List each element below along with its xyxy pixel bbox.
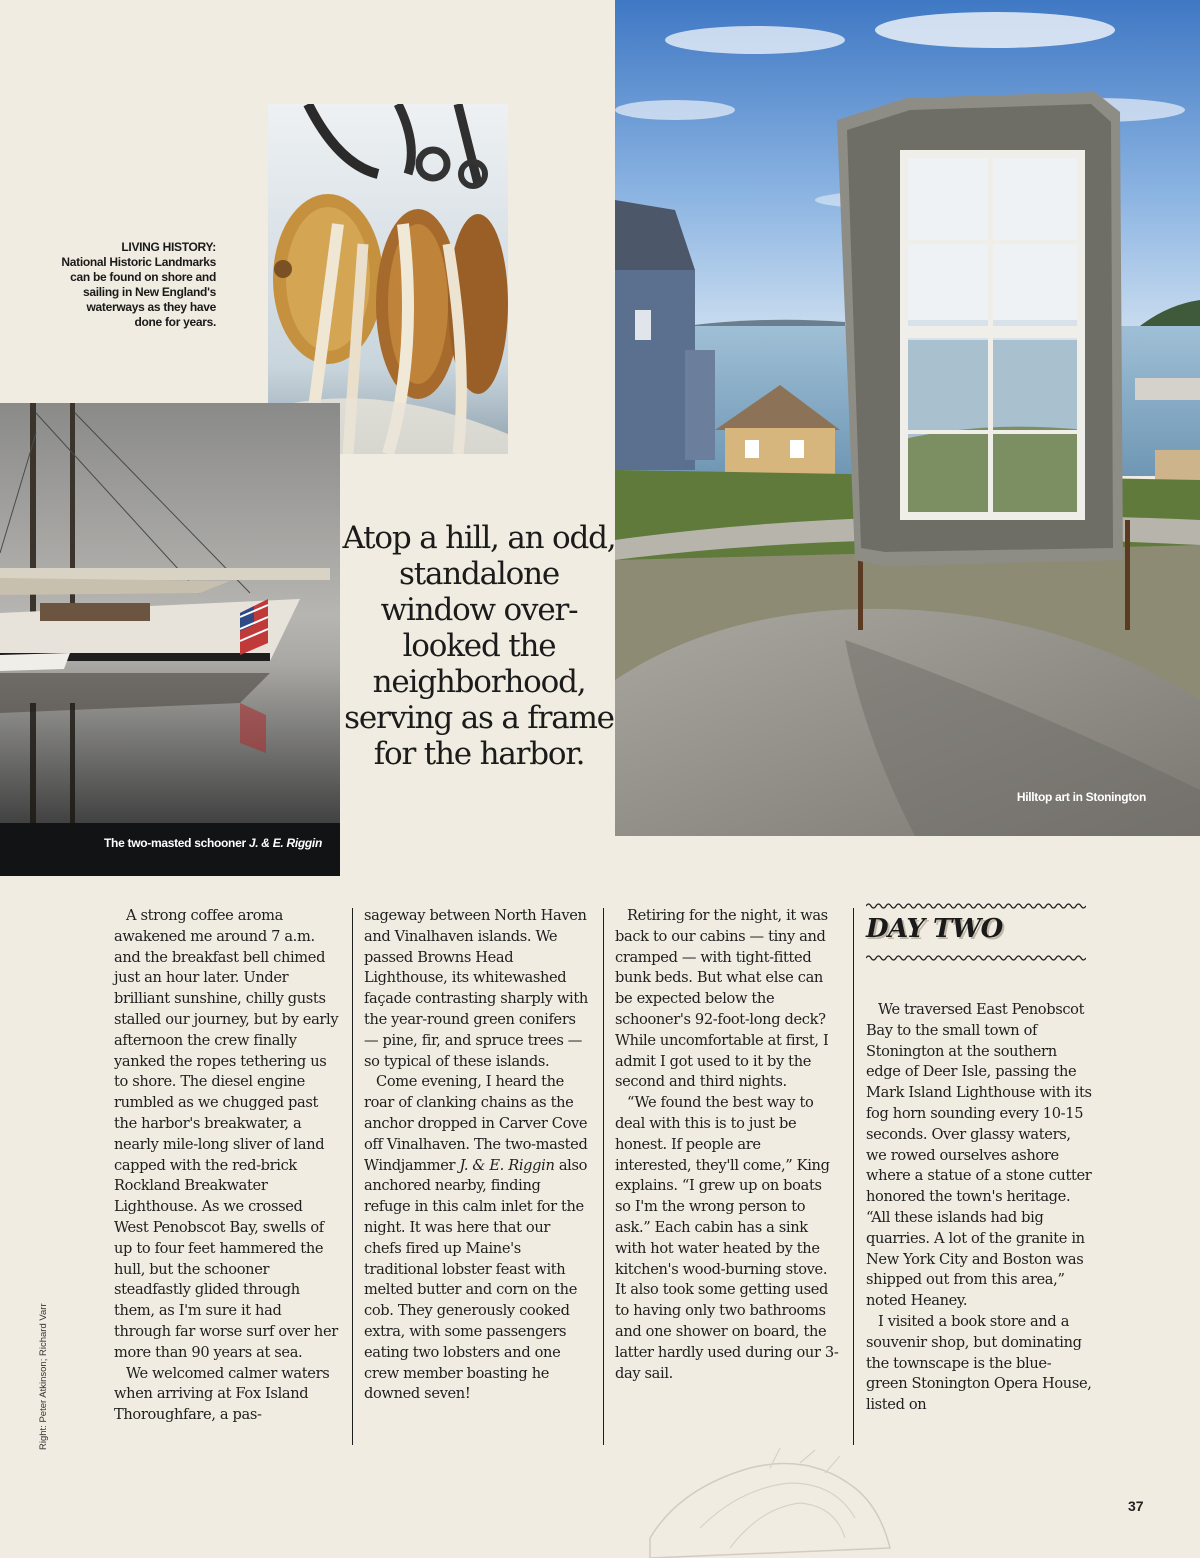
paragraph-text: Come evening, I heard the roar of clanking chains as the anchor dropped in Carver Cove off Vinalhaven. The two-masted Windjammer [364, 1073, 588, 1174]
rigging-blocks-photo [268, 104, 508, 454]
paragraph: A strong coffee aroma awakened me around 7 a.m. and the breakfast bell chimed just an hour later. Under brilliant sunshine, chilly gusts stalled our journey, but by early afternoon the crew finally yanked the ropes tethering us to shore. The diesel engine rumbled as we chugged past the harbor's breakwater, a nearly mile-long sliver of land capped with the red-brick Rockland Breakwater Lighthouse. As we crossed West Penobscot Bay, swells of up to four feet hammered the hull, but the schooner steadfastly glided through them, as I'm sure it had through far worse surf over her more than 90 years at sea. [114, 907, 339, 1361]
paragraph: We traversed East Penobscot Bay to the small town of Stonington at the southern edge of Deer Isle, passing the Mark Island Lighthouse with its fog horn sounding every 10-15 seconds. Over glassy waters, we rowed ourselves ashore where a statue of a stone cutter honored the town's heritage. “All these islands had big quarries. A lot of the granite in New York City and Boston was shipped out from this area,” noted Heaney. [866, 1001, 1092, 1310]
schooner-photo [0, 403, 340, 876]
hilltop-window-photo [615, 0, 1200, 836]
paragraph: “We found the best way to deal with this is to just be honest. If people are interested, they'll come,” King explains. “I grew up on boats so I'm the wrong person to ask.” Each cabin has a sink with hot water heated by the kitchen's wood-burning stove. It also took some getting used to having only two bathrooms and one shower on board, the latter hardly used during our 3-day sail. [615, 1094, 839, 1382]
column-divider [352, 908, 353, 1445]
section-title: DAY TWO [866, 914, 1003, 944]
column-divider [603, 908, 604, 1445]
living-history-caption [60, 240, 216, 330]
paragraph: Retiring for the night, it was back to our cabins — tiny and cramped — with tight-fitted bunk beds. But what else can be expected below the schooner's 92-foot-long deck? While uncomfortable at first, I admit I got used to it by the second and third nights. [615, 907, 829, 1091]
paragraph: We welcomed calmer waters when arriving at Fox Island Thoroughfare, a pas- [114, 1364, 330, 1424]
article-column-1 [114, 906, 340, 1426]
paragraph-text: also anchored nearby, finding refuge in this calm inlet for the night. It was here that our chefs fired up Maine's traditional lobster feast with melted butter and corn on the cob. They generously cooked extra, with some passengers eating two lobsters and one crew member boasting he downed seven! [364, 1156, 588, 1403]
paragraph [364, 1072, 590, 1405]
pull-quote: Atop a hill, an odd, standalone window over-looked the neighborhood, serving as a frame for the harbor. [342, 520, 616, 772]
column-divider [853, 908, 854, 1445]
paragraph: sageway between North Haven and Vinalhaven islands. We passed Browns Head Lighthouse, its whitewashed façade contrasting sharply with the year-round green conifers — pine, fir, and spruce trees — so typical of these islands. [364, 907, 588, 1070]
wavy-rule [866, 902, 1086, 910]
shell-watermark-icon [640, 1448, 900, 1558]
article-column-4 [866, 1000, 1092, 1416]
article-column-3 [615, 906, 841, 1384]
window-caption: Hilltop art in Stonington [1016, 790, 1146, 804]
paragraph: I visited a book store and a souvenir shop, but dominating the townscape is the blue-green Stonington Opera House, listed on [866, 1312, 1092, 1414]
schooner-caption [0, 836, 322, 851]
schooner-name: J. & E. Riggin [248, 836, 322, 850]
photo-credit: Right: Peter Atkinson; Richard Varr [38, 1303, 49, 1450]
caption-heading: LIVING HISTORY: [121, 240, 216, 254]
schooner-caption-text: The two-masted schooner [104, 836, 249, 850]
wavy-rule [866, 954, 1086, 962]
article-column-2 [364, 906, 590, 1405]
section-heading [866, 900, 1086, 966]
vessel-name: J. & E. Riggin [459, 1156, 555, 1174]
page-number: 37 [1128, 1498, 1144, 1514]
caption-body: National Historic Landmarks can be found on shore and sailing in New England's waterways as they have done for years. [61, 255, 216, 329]
